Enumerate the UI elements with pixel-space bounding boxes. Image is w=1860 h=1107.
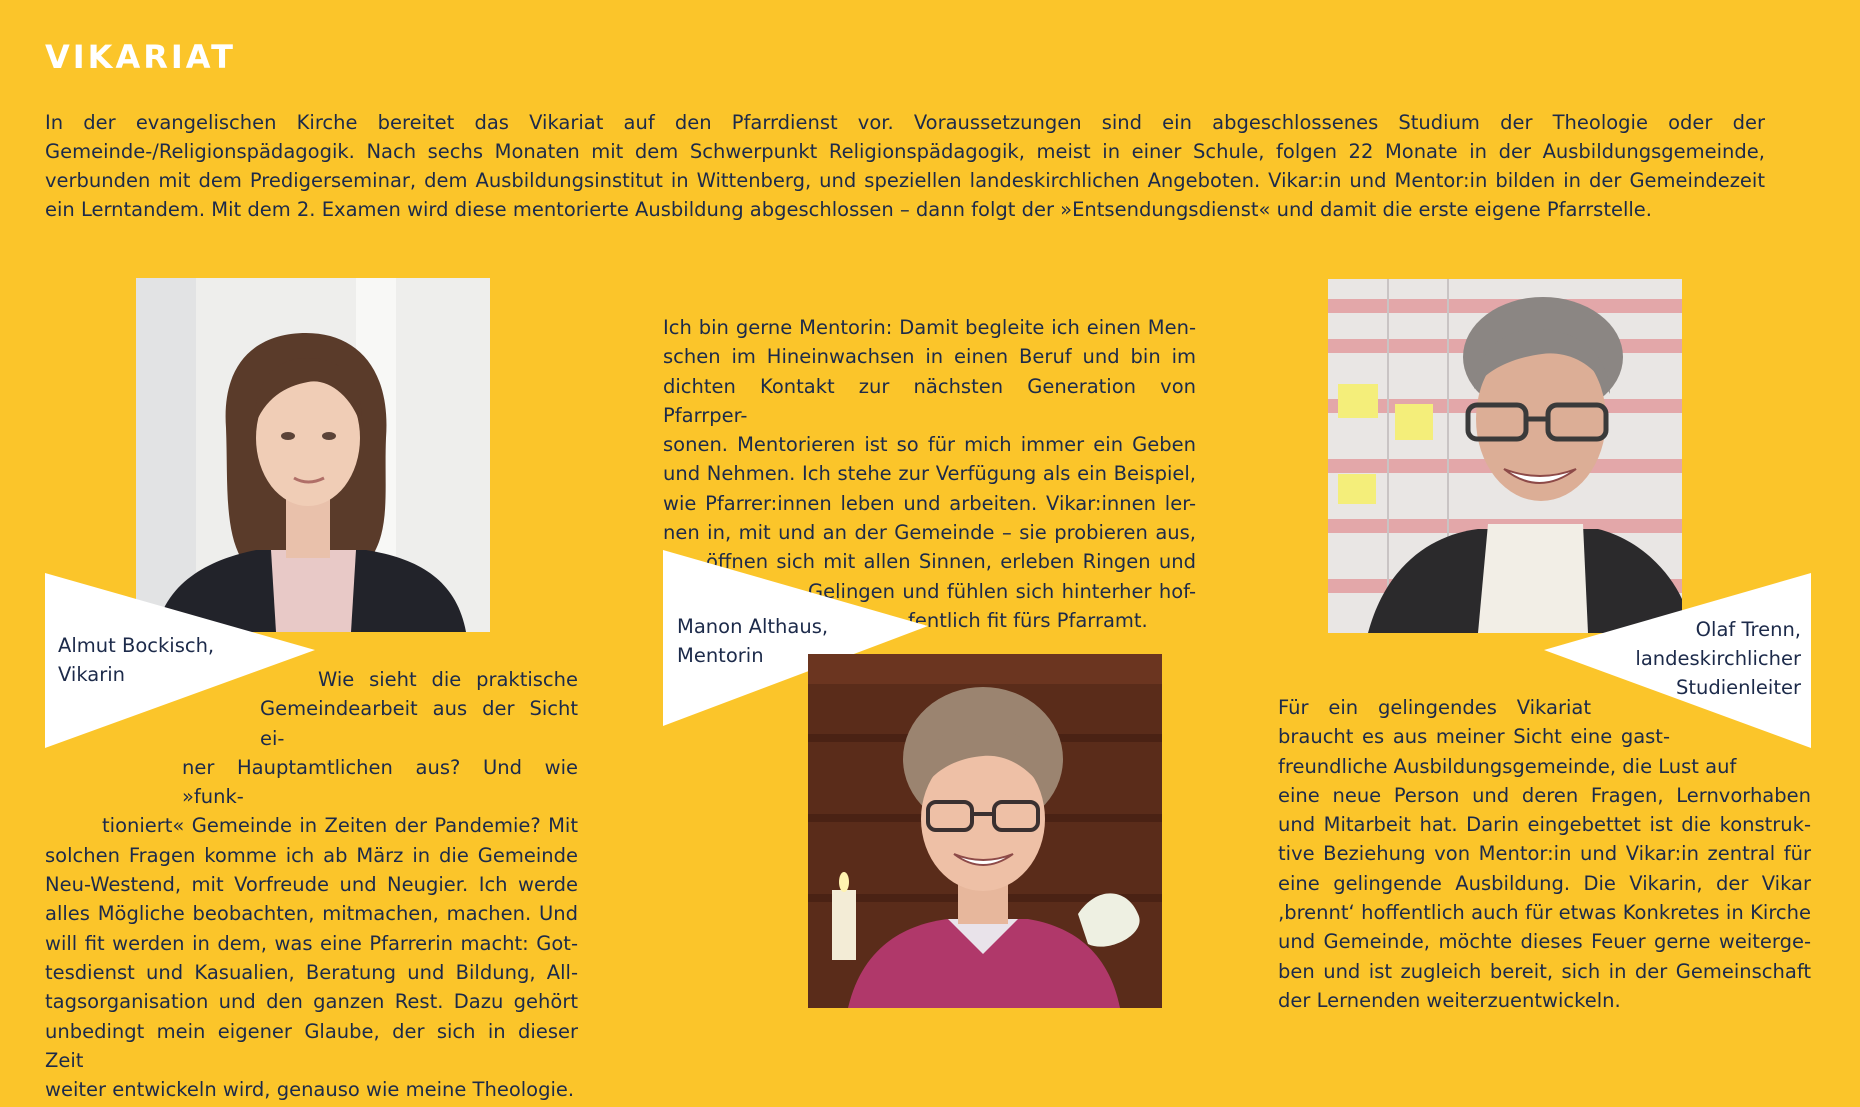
text-line: Gemeindearbeit aus der Sicht ei- <box>260 697 578 750</box>
page-title: VIKARIAT <box>45 38 236 76</box>
person-name: Olaf Trenn, <box>1695 618 1801 641</box>
text-line: freundliche Ausbildungsgemeinde, die Lust auf <box>1278 754 1737 778</box>
text-line: und Mitarbeit hat. Darin eingebettet ist die konstruk- <box>1278 813 1811 837</box>
text-line: alles Mögliche beobachten, mitmachen, machen. Und <box>45 902 578 926</box>
text-line: fentlich fit fürs Pfarramt. <box>908 608 1148 632</box>
intro-paragraph: In der evangelischen Kirche bereitet das Vikariat auf den Pfarrdienst vor. Voraussetzungen sind ein abgeschlossenes Studium der Theologie oder der Gemeinde-/Religionspädagogik. Nach sechs Monaten mit dem Schwerpunkt Religionspädagogik, meist in einer Schule, folgen 22 Monate in der Ausbildungsgemeinde, verbunden mit dem Predigerseminar, dem Ausbildungsinstitut in Wittenberg, und speziellen landeskirchlichen Angeboten. Vikar:in und Mentor:in bilden in der Gemeindezeit ein Lerntandem. Mit dem 2. Examen wird diese mentorierte Ausbildung abgeschlossen – dann folgt der »Entsendungsdienst« und damit die erste eigene Pfarrstelle. <box>45 111 1765 221</box>
text-line: Für ein gelingendes Vikariat <box>1278 696 1591 719</box>
text-line: nen in, mit und an der Gemeinde – sie probieren aus, <box>663 521 1196 545</box>
person-role: Vikarin <box>58 663 126 686</box>
text-line: will fit werden in dem, was eine Pfarrerin macht: Got- <box>45 931 578 955</box>
text-line: Neu-Westend, mit Vorfreude und Neugier. Ich werde <box>45 873 578 897</box>
text-line: weiter entwickeln wird, genauso wie meine Theologie. <box>45 1078 575 1102</box>
statement-olaf <box>1278 693 1811 1015</box>
text-line: öffnen sich mit allen Sinnen, erleben Ringen und <box>706 550 1196 574</box>
text-line: unbedingt mein eigener Glaube, der sich in dieser Zeit <box>45 1019 578 1072</box>
person-name: Almut Bockisch, <box>58 634 215 657</box>
text-line: sonen. Mentorieren ist so für mich immer ein Geben <box>663 433 1196 457</box>
person-role-line2: Studienleiter <box>1675 676 1801 699</box>
person-role: landeskirchlicher <box>1635 647 1801 670</box>
text-line: schen im Hineinwachsen in einen Beruf und bin im <box>663 345 1196 369</box>
caption-manon <box>677 612 828 670</box>
photo-manon-althaus <box>808 654 1162 1008</box>
text-line: wie Pfarrer:innen leben und arbeiten. Vikar:innen ler- <box>663 491 1196 515</box>
text-line: braucht es aus meiner Sicht eine gast- <box>1278 725 1670 749</box>
statement-almut <box>45 665 578 1104</box>
text-line: tagsorganisation und den ganzen Rest. Dazu gehört <box>45 990 578 1014</box>
person-role: Mentorin <box>677 644 764 667</box>
text-line: ‚brennt‘ hoffentlich auch für etwas Konkretes in Kirche <box>1278 901 1811 925</box>
text-line: eine neue Person und deren Fragen, Lernvorhaben <box>1278 783 1811 807</box>
text-line: eine gelingende Ausbildung. Die Vikarin, der Vikar <box>1278 871 1811 895</box>
text-line: tioniert« Gemeinde in Zeiten der Pandemie? Mit <box>102 814 578 838</box>
text-line: Ich bin gerne Mentorin: Damit begleite ich einen Men- <box>663 316 1196 339</box>
person-name: Manon Althaus, <box>677 615 829 638</box>
text-line: ner Hauptamtlichen aus? Und wie »funk- <box>182 755 578 809</box>
text-line: und Gemeinde, möchte dieses Feuer gerne weiterge- <box>1278 930 1811 954</box>
text-line: tesdienst und Kasualien, Beratung und Bildung, All- <box>45 960 578 984</box>
text-line: der Lernenden weiterzuentwickeln. <box>1278 988 1621 1012</box>
text-line: Gelingen und fühlen sich hinterher hof- <box>808 579 1196 603</box>
text-line: ben und ist zugleich bereit, sich in der Gemeinschaft <box>1278 959 1811 983</box>
text-line: tive Beziehung von Mentor:in und Vikar:in zentral für <box>1278 842 1811 866</box>
text-line: dichten Kontakt zur nächsten Generation von Pfarrper- <box>663 374 1196 427</box>
text-line: und Nehmen. Ich stehe zur Verfügung als ein Beispiel, <box>663 462 1196 486</box>
caption-olaf <box>1600 615 1801 702</box>
text-line: Wie sieht die praktische <box>318 668 578 691</box>
text-line: solchen Fragen komme ich ab März in die Gemeinde <box>45 843 578 867</box>
